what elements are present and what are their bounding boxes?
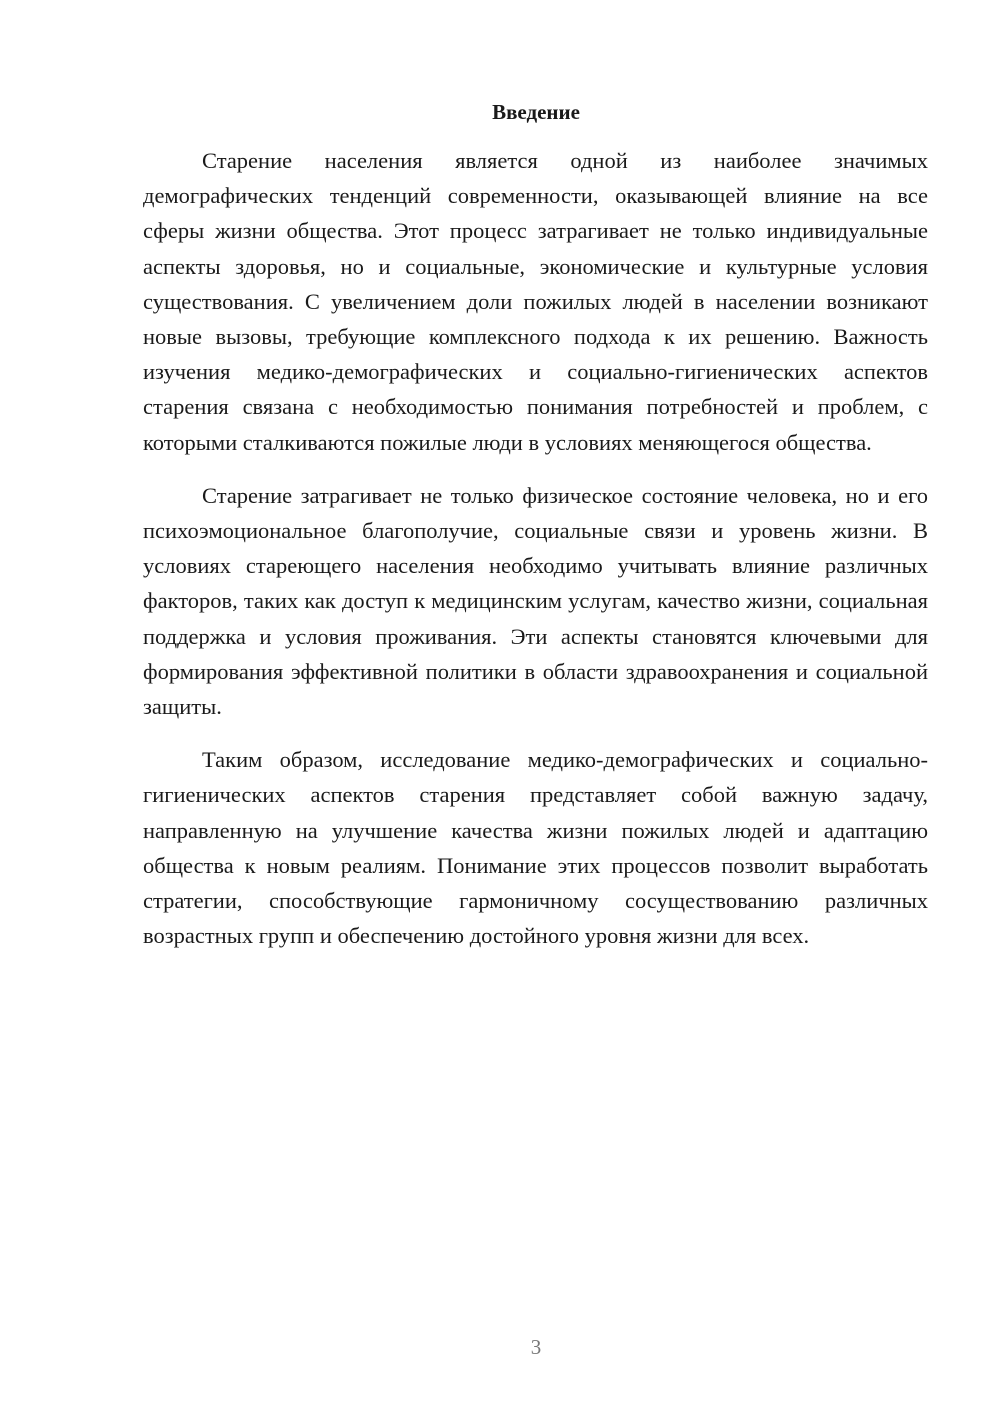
section-heading: Введение [492,100,580,124]
paragraph-3: Таким образом, исследование медико-демографических и социально-гигиенических аспектов старения представляет собой важную задачу, направленную на улучшение качества жизни пожилых людей и адаптацию общества к новым реалиям. Понимание этих процессов позволит выработать стратегии, способствующие гармоничному сосуществованию различных возрастных групп и обеспечению достойного уровня жизни для всех. [143,747,928,949]
body-text [143,143,928,953]
paragraph-2: Старение затрагивает не только физическое состояние человека, но и его психоэмоциональное благополучие, социальные связи и уровень жизни. В условиях стареющего населения необходимо учитывать влияние различных факторов, таких как доступ к медицинским услугам, качество жизни, социальная поддержка и условия проживания. Эти аспекты становятся ключевыми для формирования эффективной политики в области здравоохранения и социальной защиты. [143,482,928,720]
paragraph-1: Старение населения является одной из наиболее значимых демографических тенденций современности, оказывающей влияние на все сферы жизни общества. Этот процесс затрагивает не только индивидуальные аспекты здоровья, но и социальные, экономические и культурные условия существования. С увеличением доли пожилых людей в населении возникают новые вызовы, требующие комплексного подхода к их решению. Важность изучения медико-демографических и социально-гигиенических аспектов старения связана с необходимостью понимания потребностей и проблем, с которыми сталкиваются пожилые люди в условиях меняющегося общества. [143,148,928,455]
page-number: 3 [530,1335,542,1359]
